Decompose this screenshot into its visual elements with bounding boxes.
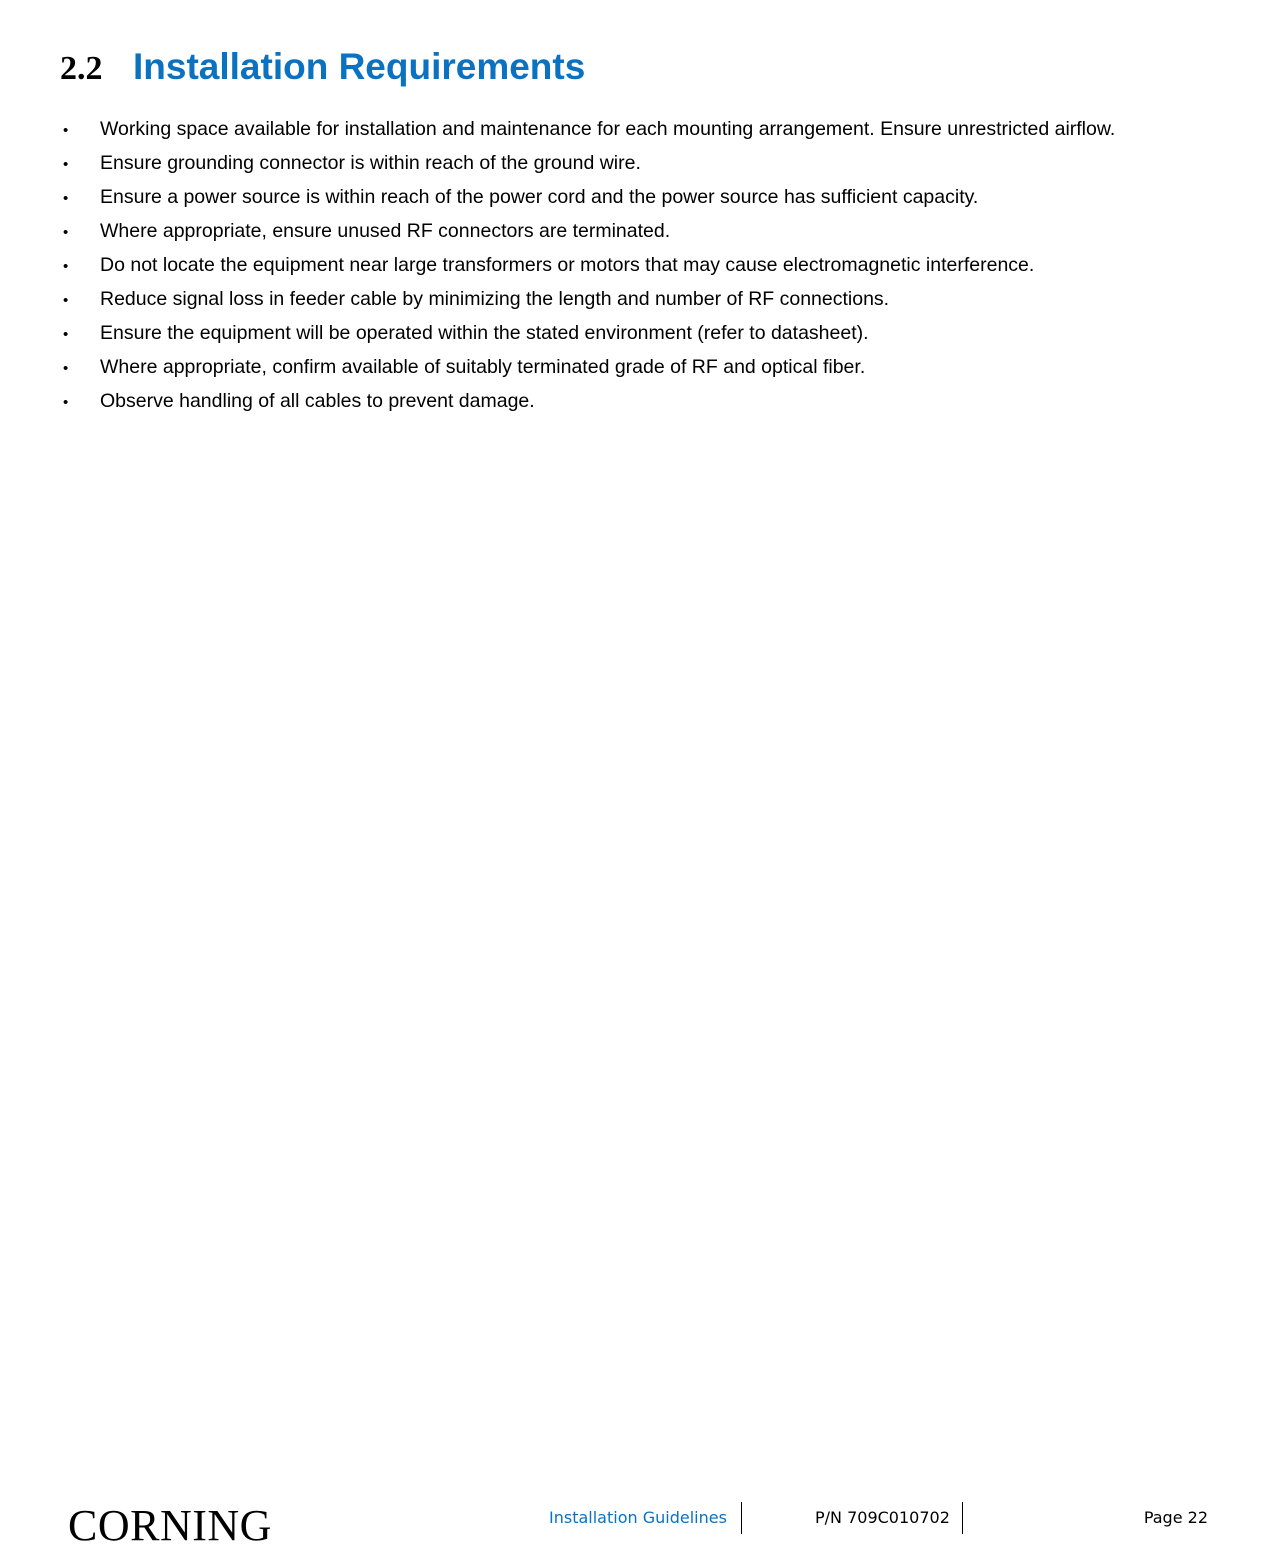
- list-item: [60, 286, 1115, 320]
- bullet-icon: •: [63, 156, 69, 173]
- list-item: [60, 252, 1115, 286]
- bullet-icon: •: [63, 224, 69, 241]
- list-item: [60, 354, 1115, 388]
- list-item: [60, 218, 1115, 252]
- bullet-icon: •: [63, 190, 69, 207]
- section-number: 2.2: [60, 50, 103, 87]
- corning-logo: CORNING: [68, 1501, 272, 1550]
- bullet-icon: •: [63, 394, 69, 411]
- list-item-text: Where appropriate, confirm available of suitably terminated grade of RF and optical fiber.: [100, 356, 866, 378]
- footer-divider: [741, 1502, 742, 1534]
- list-item: [60, 388, 1115, 422]
- list-item-text: Reduce signal loss in feeder cable by minimizing the length and number of RF connections.: [100, 288, 890, 310]
- footer-page-number: Page 22: [1143, 1508, 1208, 1527]
- list-item-text: Ensure a power source is within reach of the power cord and the power source has sufficient capacity.: [100, 186, 979, 208]
- list-item-text: Working space available for installation and maintenance for each mounting arrangement. Ensure unrestricted airflow.: [100, 118, 1116, 140]
- footer-part-number: P/N 709C010702: [815, 1508, 950, 1527]
- section-title: Installation Requirements: [133, 46, 586, 87]
- list-item: [60, 184, 1115, 218]
- bullet-icon: •: [63, 360, 69, 377]
- page-footer: [0, 1496, 1275, 1550]
- footer-divider: [962, 1502, 963, 1534]
- list-item-text: Do not locate the equipment near large transformers or motors that may cause electromagnetic interference.: [100, 254, 1035, 276]
- bullet-icon: •: [63, 122, 69, 139]
- list-item-text: Observe handling of all cables to prevent damage.: [100, 390, 535, 412]
- bullet-icon: •: [63, 258, 69, 275]
- list-item-text: Ensure grounding connector is within reach of the ground wire.: [100, 152, 641, 174]
- section-heading: [60, 46, 585, 88]
- footer-guide-label: Installation Guidelines: [549, 1508, 727, 1527]
- list-item: [60, 320, 1115, 354]
- bullet-icon: •: [63, 326, 69, 343]
- bullet-icon: •: [63, 292, 69, 309]
- requirements-list: [60, 116, 1115, 422]
- list-item-text: Where appropriate, ensure unused RF connectors are terminated.: [100, 220, 671, 242]
- list-item: [60, 116, 1115, 150]
- list-item-text: Ensure the equipment will be operated within the stated environment (refer to datasheet).: [100, 322, 869, 344]
- list-item: [60, 150, 1115, 184]
